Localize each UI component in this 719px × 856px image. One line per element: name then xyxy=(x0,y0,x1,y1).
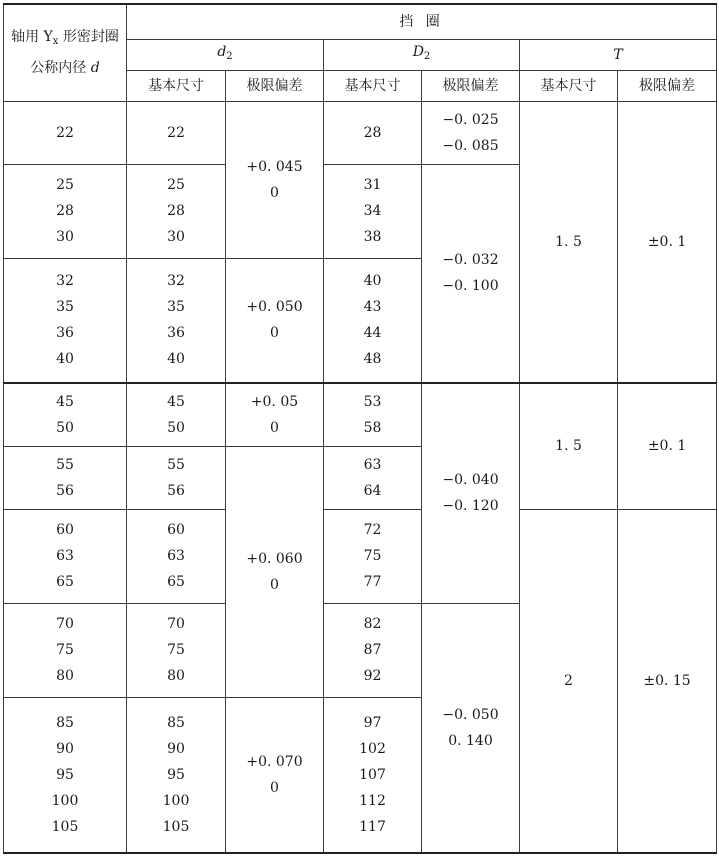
D2-tol-cell: −0. 050 0. 140 xyxy=(422,603,520,853)
T-basic-cell: 1. 5 xyxy=(520,101,618,383)
table-row xyxy=(4,509,717,603)
seal-d-cell: 55 56 xyxy=(4,446,127,509)
header-d2-basic: 基本尺寸 xyxy=(127,70,226,101)
D2-basic-cell: 72 75 77 xyxy=(324,509,422,603)
D2-tol-cell: −0. 025 −0. 085 xyxy=(422,101,520,164)
header-retainer-group: 挡 圈 xyxy=(127,4,717,39)
d2-basic-cell: 70 75 80 xyxy=(127,603,226,697)
d2-basic-cell: 32 35 36 40 xyxy=(127,258,226,383)
d2-basic-cell: 55 56 xyxy=(127,446,226,509)
d2-tol-cell: +0. 060 0 xyxy=(226,446,324,697)
D2-tol-cell: −0. 032 −0. 100 xyxy=(422,164,520,383)
d2-tol-cell: +0. 045 0 xyxy=(226,101,324,258)
D2-basic-cell: 97 102 107 112 117 xyxy=(324,697,422,853)
header-T-basic: 基本尺寸 xyxy=(520,70,618,101)
D2-basic-cell: 28 xyxy=(324,101,422,164)
table-row xyxy=(4,101,717,164)
T-tol-cell: ±0. 1 xyxy=(618,101,717,383)
D2-basic-cell: 40 43 44 48 xyxy=(324,258,422,383)
header-D2-tol: 极限偏差 xyxy=(422,70,520,101)
seal-d-cell: 70 75 80 xyxy=(4,603,127,697)
header-D2: $D_2$ xyxy=(324,39,520,70)
d2-basic-cell: 45 50 xyxy=(127,383,226,446)
d2-basic-cell: 85 90 95 100 105 xyxy=(127,697,226,853)
D2-tol-cell: −0. 040 −0. 120 xyxy=(422,383,520,603)
T-tol-cell: ±0. 15 xyxy=(618,509,717,853)
table-body xyxy=(4,101,717,853)
seal-d-cell: 85 90 95 100 105 xyxy=(4,697,127,853)
seal-d-cell: 32 35 36 40 xyxy=(4,258,127,383)
table-row xyxy=(4,383,717,446)
D2-basic-cell: 63 64 xyxy=(324,446,422,509)
seal-d-cell: 60 63 65 xyxy=(4,509,127,603)
header-d2: $d_2$ xyxy=(127,39,324,70)
header-d2-tol: 极限偏差 xyxy=(226,70,324,101)
header-T: T xyxy=(520,39,717,70)
seal-d-cell: 25 28 30 xyxy=(4,164,127,258)
D2-basic-cell: 53 58 xyxy=(324,383,422,446)
d2-basic-cell: 22 xyxy=(127,101,226,164)
d2-tol-cell: +0. 05 0 xyxy=(226,383,324,446)
header-D2-basic: 基本尺寸 xyxy=(324,70,422,101)
d2-basic-cell: 25 28 30 xyxy=(127,164,226,258)
D2-basic-cell: 31 34 38 xyxy=(324,164,422,258)
seal-d-cell: 45 50 xyxy=(4,383,127,446)
seal-retainer-table xyxy=(3,3,717,854)
header-seal-inner-diameter: 轴用 $Y_x$ 形密封圈 公称内径 d xyxy=(4,4,127,101)
d2-tol-cell: +0. 070 0 xyxy=(226,697,324,853)
d2-tol-cell: +0. 050 0 xyxy=(226,258,324,383)
D2-basic-cell: 82 87 92 xyxy=(324,603,422,697)
T-tol-cell: ±0. 1 xyxy=(618,383,717,509)
seal-d-cell: 22 xyxy=(4,101,127,164)
T-basic-cell: 1. 5 xyxy=(520,383,618,509)
d2-basic-cell: 60 63 65 xyxy=(127,509,226,603)
header-T-tol: 极限偏差 xyxy=(618,70,717,101)
T-basic-cell: 2 xyxy=(520,509,618,853)
